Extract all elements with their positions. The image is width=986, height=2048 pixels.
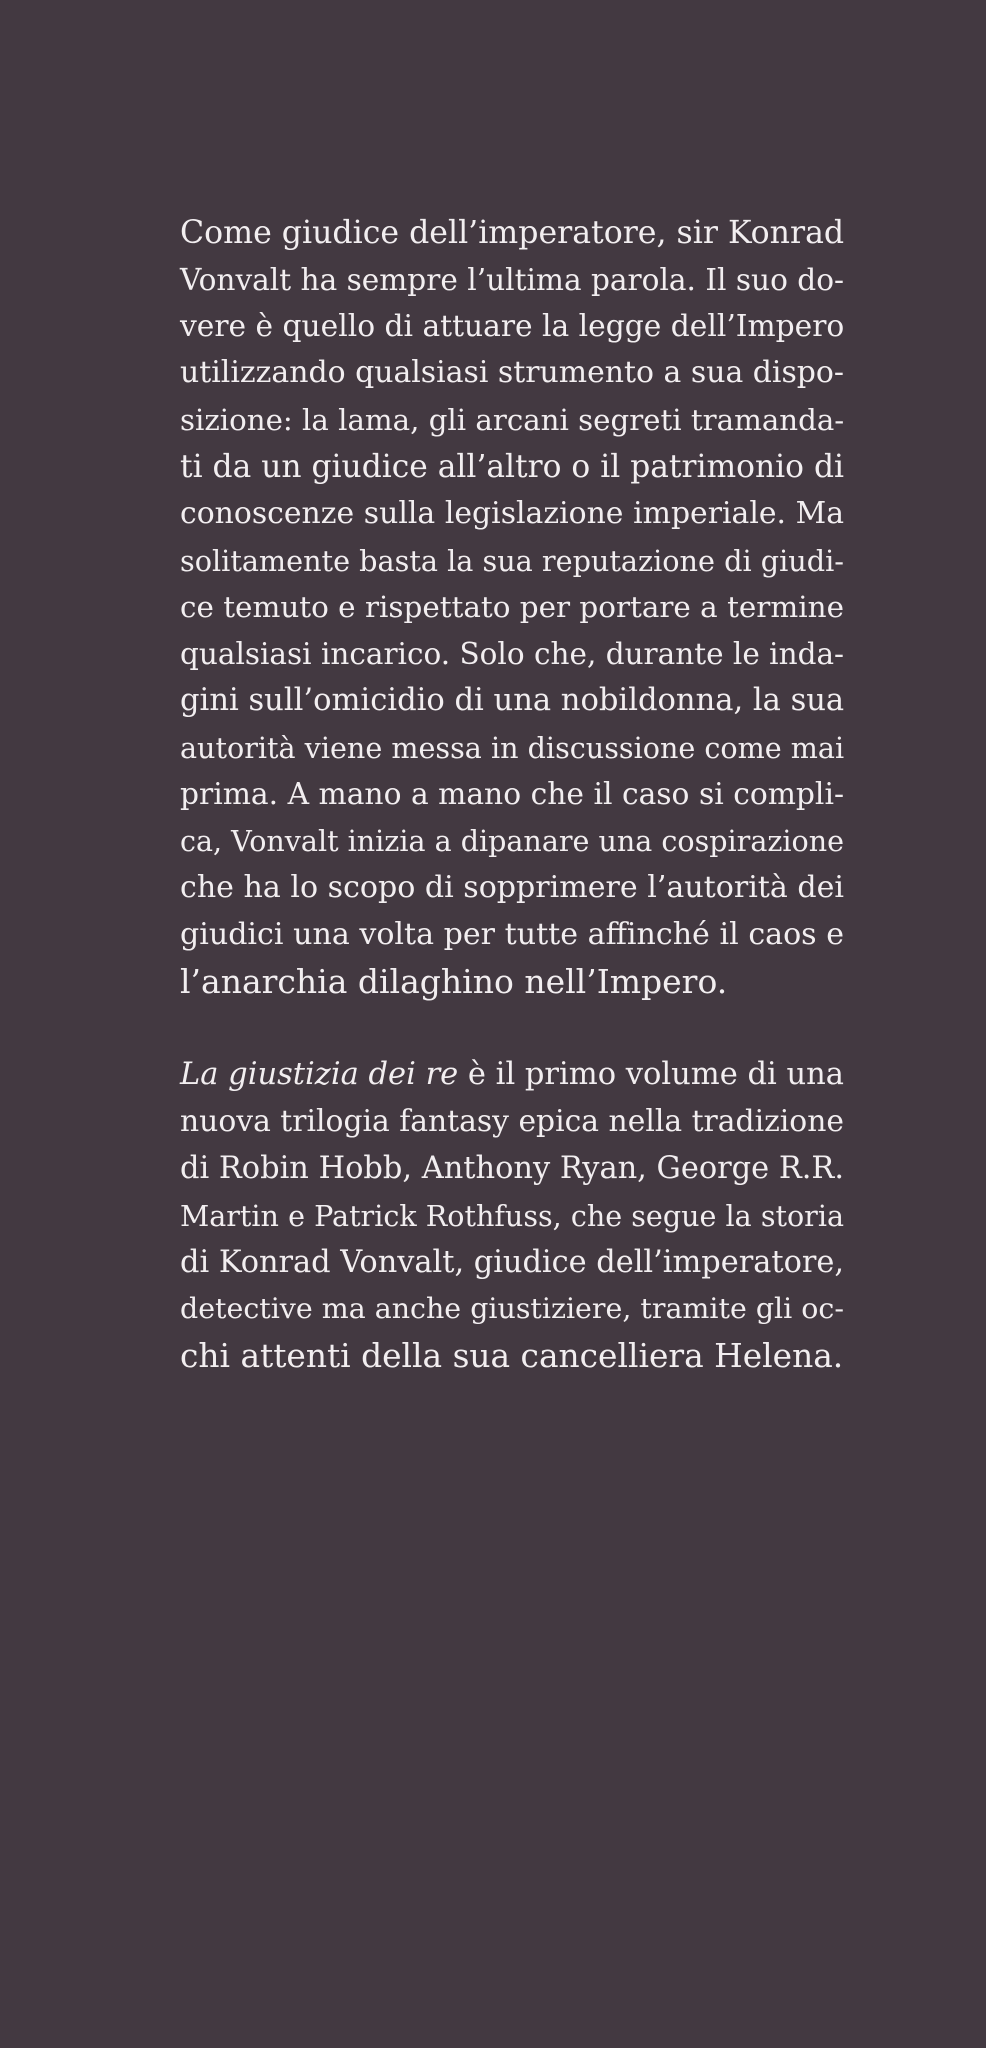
blurb-line: prima. A mano a mano che il caso si compli- [180,776,844,812]
blurb-line: gini sull’omicidio di una nobildonna, la sua [180,682,845,718]
blurb-line: Vonvalt ha sempre l’ultima parola. Il suo do- [180,262,844,297]
blurb-line: ce temuto e rispettato per portare a termine [180,590,844,625]
book-title: La giustizia dei re [180,1057,459,1093]
blurb-line [180,1052,844,1099]
blurb-line: Come giudice dell’imperatore, sir Konrad [180,215,845,251]
blurb-line: vere è quello di attuare la legge dell’Impero [180,308,845,344]
blurb-line: solitamente basta la sua reputazione di giudi- [180,543,844,578]
blurb-line: ti da un giudice all’altro o il patrimonio di [180,448,844,485]
blurb-line: chi attenti della sua cancelliera Helena. [180,1337,844,1376]
blurb-line: detective ma anche giustiziere, tramite gli oc- [180,1292,844,1326]
blurb-line: sizione: la lama, gli arcani segreti tramanda- [180,403,845,438]
blurb-line: qualsiasi incarico. Solo che, durante le inda- [180,637,844,672]
book-blurb [180,210,844,1380]
blurb-line: utilizzando qualsiasi strumento a sua dispo- [180,355,844,391]
blurb-line: l’anarchia dilaghino nell’Impero. [180,961,728,1001]
blurb-line: di Robin Hobb, Anthony Ryan, George R.R. [180,1150,844,1186]
blurb-paragraph-1 [180,210,844,1006]
blurb-line: giudici una volta per tutte affinché il caos e [180,916,844,952]
blurb-line: ca, Vonvalt inizia a dipanare una cospirazione [180,824,845,859]
blurb-line: conoscenze sulla legislazione imperiale. Ma [180,495,844,531]
blurb-line: autorità viene messa in discussione come mai [180,730,845,765]
blurb-line: Martin e Patrick Rothfuss, che segue la storia [180,1198,844,1233]
blurb-paragraph-2 [180,1052,844,1380]
paragraph-gap [180,1006,844,1053]
blurb-line: che ha lo scopo di sopprimere l’autorità dei [180,870,844,906]
blurb-line: nuova trilogia fantasy epica nella tradizione [180,1104,844,1140]
blurb-line-rest: è il primo volume di una [458,1057,845,1093]
blurb-line: di Konrad Vonvalt, giudice dell’imperatore, [180,1244,845,1280]
